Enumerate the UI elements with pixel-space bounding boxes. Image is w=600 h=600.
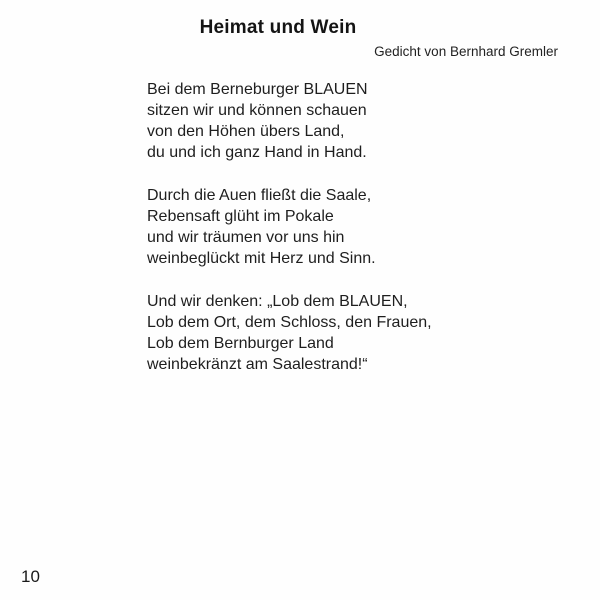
- poem-line: von den Höhen übers Land,: [147, 123, 345, 140]
- poem-line: Bei dem Berneburger BLAUEN: [147, 81, 368, 98]
- poem-line: sitzen wir und können schauen: [147, 102, 367, 119]
- poem-line: und wir träumen vor uns hin: [147, 229, 345, 246]
- poem-line: Lob dem Bernburger Land: [147, 335, 334, 352]
- stanza-2: [147, 185, 432, 269]
- page-title: Heimat und Wein: [199, 17, 357, 38]
- stanza-1: [147, 79, 432, 163]
- poem-body: [147, 79, 432, 397]
- poem-line: Lob dem Ort, dem Schloss, den Frauen,: [147, 314, 432, 331]
- poem-line: du und ich ganz Hand in Hand.: [147, 144, 367, 161]
- stanza-3: [147, 291, 432, 375]
- poem-line: weinbeglückt mit Herz und Sinn.: [147, 250, 376, 267]
- poem-line: Und wir denken: „Lob dem BLAUEN,: [147, 293, 408, 310]
- poem-line: Durch die Auen fließt die Saale,: [147, 187, 372, 204]
- poem-line: Rebensaft glüht im Pokale: [147, 208, 334, 225]
- poem-line: weinbekränzt am Saalestrand!“: [147, 356, 368, 373]
- poem-attribution: Gedicht von Bernhard Gremler: [374, 44, 558, 59]
- page-number: 10: [21, 567, 40, 586]
